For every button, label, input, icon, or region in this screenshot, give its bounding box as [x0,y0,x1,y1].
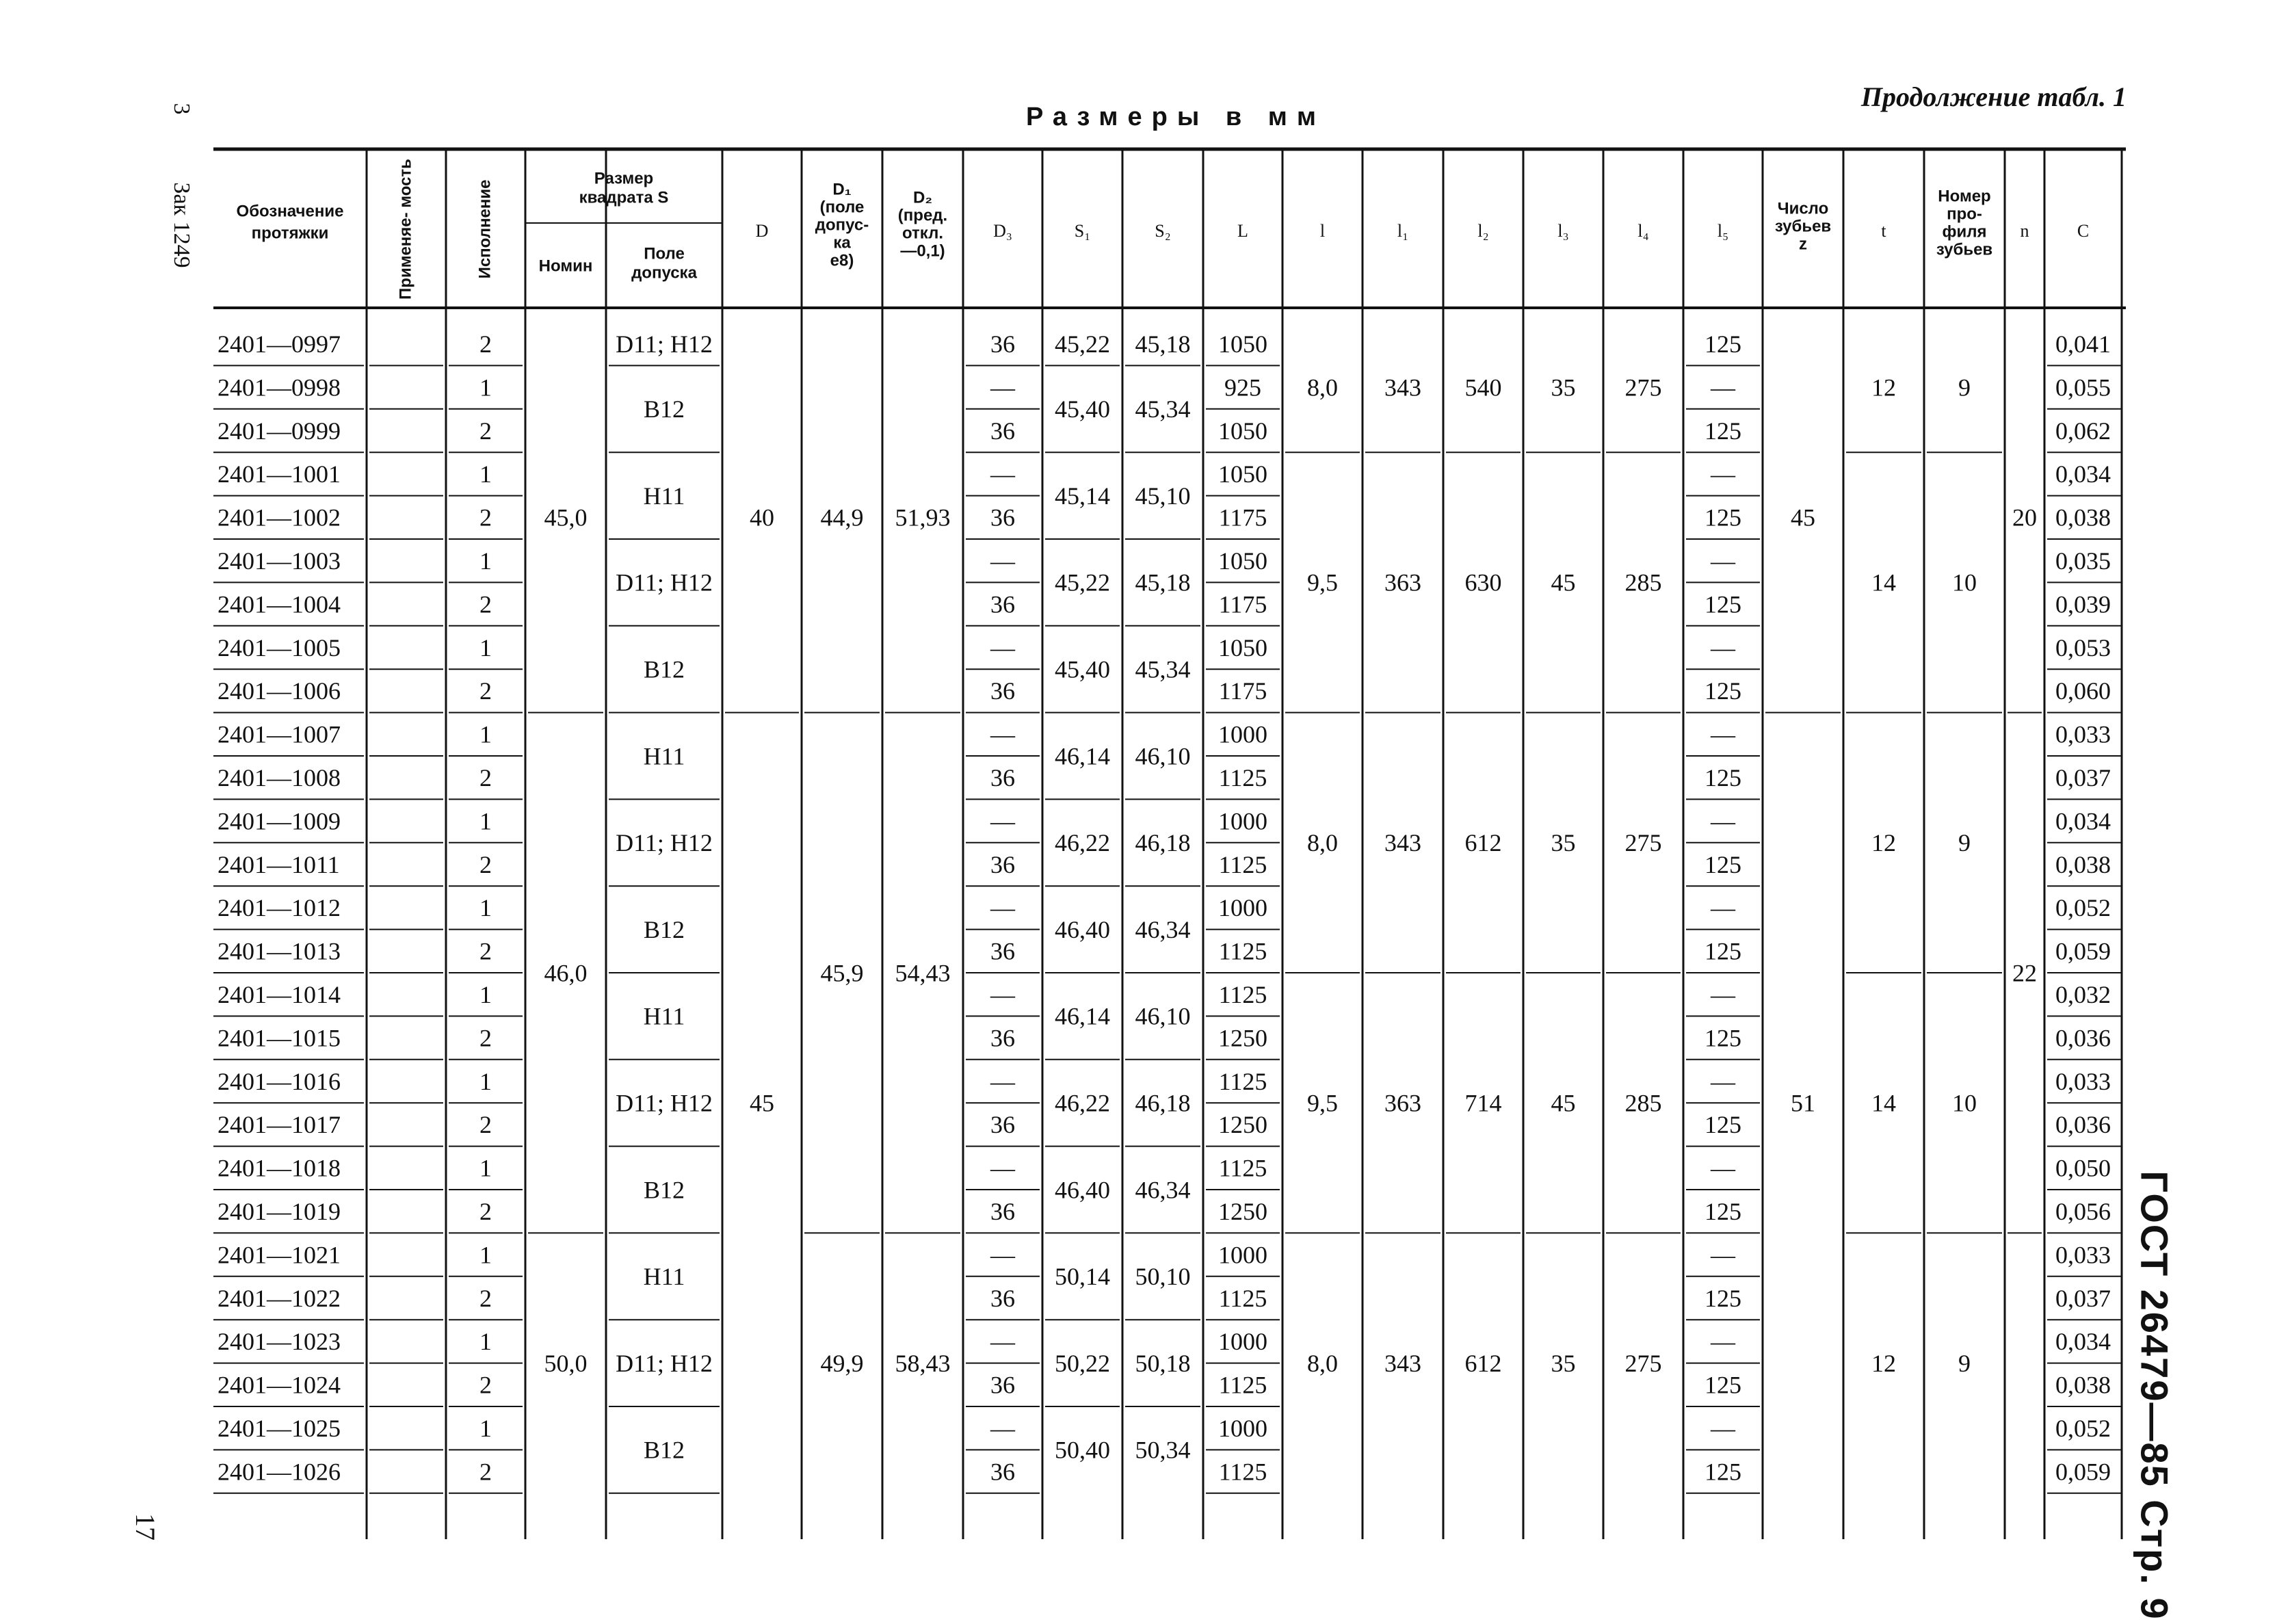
header-l5: l₅ [1717,220,1729,241]
merged-l2: 612 [1464,829,1502,857]
merged-s2: 45,10 [1135,482,1191,510]
row-tolerance-field: D11; H12 [616,829,713,857]
row-C: 0,060 [2055,677,2111,705]
merged-l3: 35 [1551,374,1576,402]
row-D3: — [990,894,1015,922]
merged-l4: 275 [1624,829,1662,857]
row-D3: 36 [990,763,1015,791]
row-l5: — [1711,1414,1735,1442]
header-teeth-count: Число [1777,199,1829,218]
row-D3: 36 [990,1197,1015,1225]
row-l5: 125 [1705,850,1741,878]
row-version: 1 [479,1414,492,1442]
merged-l1: 363 [1384,568,1421,597]
row-L: 1050 [1218,460,1267,488]
row-version: 2 [479,1371,492,1399]
merged-l4: 285 [1624,1089,1662,1117]
row-version: 2 [479,937,492,965]
row-l5: — [1711,807,1735,835]
merged-s1: 46,22 [1055,1089,1110,1117]
header-D1: (поле [819,198,865,217]
row-L: 1125 [1218,1458,1267,1486]
merged-s1: 46,40 [1055,915,1110,943]
row-designation: 2401—1015 [218,1024,341,1052]
row-l5: 125 [1705,1111,1741,1139]
row-L: 1250 [1218,1111,1267,1139]
merged-t: 14 [1871,568,1896,597]
merged-l2: 630 [1464,568,1502,597]
row-L: 1175 [1218,503,1267,532]
row-D3: — [990,1414,1015,1442]
row-L: 1050 [1218,547,1267,575]
row-l5: — [1711,720,1735,748]
row-l5: — [1711,633,1735,662]
merged-d: 40 [750,503,774,532]
header-S2: S₂ [1155,220,1171,241]
row-tolerance-field: B12 [643,915,685,943]
merged-s1: 45,40 [1055,655,1110,683]
row-version: 2 [479,503,492,532]
merged-s1: 45,14 [1055,482,1110,510]
row-designation: 2401—0999 [218,417,341,445]
row-C: 0,033 [2055,720,2111,748]
header-designation: протяжки [251,224,329,243]
row-D3: 36 [990,1111,1015,1139]
merged-t: 12 [1871,374,1896,402]
merged-l4: 285 [1624,568,1662,597]
row-designation: 2401—1003 [218,547,341,575]
row-version: 1 [479,1067,492,1095]
row-designation: 2401—1021 [218,1241,341,1269]
standard-label-text: ГОСТ 26479—85 Стр. 9 [2133,1170,2176,1621]
row-designation: 2401—1023 [218,1328,341,1356]
row-designation: 2401—1014 [218,980,341,1008]
row-C: 0,039 [2055,590,2111,618]
merged-l4: 275 [1624,374,1662,402]
merged-d2: 54,43 [895,959,951,987]
row-l5: 125 [1705,330,1741,358]
row-l5: 125 [1705,677,1741,705]
row-L: 1000 [1218,1328,1267,1356]
row-tolerance-field: D11; H12 [616,568,713,597]
row-D3: 36 [990,1371,1015,1399]
row-designation: 2401—1019 [218,1197,341,1225]
row-L: 1125 [1218,1371,1267,1399]
merged-d: 45 [750,1089,774,1117]
merged-l2: 612 [1464,1349,1502,1377]
row-C: 0,034 [2055,460,2111,488]
merged-l1: 343 [1384,1349,1421,1377]
header-version: Исполнение [475,179,495,279]
header-nominal: Номин [538,257,593,276]
row-l5: 125 [1705,763,1741,791]
row-version: 1 [479,894,492,922]
row-version: 2 [479,763,492,791]
row-designation: 2401—1007 [218,720,341,748]
row-L: 1125 [1218,763,1267,791]
row-designation: 2401—1011 [218,850,340,878]
header-D1: допус- [815,215,869,235]
row-designation: 2401—1024 [218,1371,341,1399]
header-l2: l₂ [1477,220,1489,241]
merged-t: 12 [1871,829,1896,857]
row-D3: — [990,1328,1015,1356]
header-square-size: Размер [594,169,654,188]
merged-l3: 35 [1551,829,1576,857]
header-D2: (пред. [897,206,948,225]
row-designation: 2401—1006 [218,677,341,705]
row-D3: — [990,374,1015,402]
header-tolerance-field: допуска [631,263,697,283]
row-C: 0,034 [2055,1328,2111,1356]
merged-profile: 9 [1958,1349,1971,1377]
row-D3: — [990,807,1015,835]
row-tolerance-field: D11; H12 [616,1349,713,1377]
merged-d1: 44,9 [820,503,864,532]
row-designation: 2401—1018 [218,1154,341,1182]
row-D3: 36 [990,937,1015,965]
row-C: 0,056 [2055,1197,2111,1225]
row-L: 1050 [1218,633,1267,662]
row-D3: — [990,980,1015,1008]
header-designation: Обозначение [236,202,344,221]
row-l5: 125 [1705,1284,1741,1312]
row-C: 0,036 [2055,1111,2111,1139]
row-L: 1125 [1218,1154,1267,1182]
merged-profile: 9 [1958,374,1971,402]
row-version: 2 [479,677,492,705]
row-C: 0,033 [2055,1067,2111,1095]
row-version: 2 [479,590,492,618]
row-C: 0,038 [2055,850,2111,878]
row-designation: 2401—1004 [218,590,341,618]
row-C: 0,032 [2055,980,2111,1008]
merged-l: 8,0 [1307,829,1338,857]
header-profile-number: зубьев [1936,240,1993,259]
row-D3: 36 [990,503,1015,532]
merged-s2: 45,34 [1135,655,1191,683]
row-designation: 2401—1022 [218,1284,341,1312]
row-designation: 2401—1025 [218,1414,341,1442]
row-l5: — [1711,1067,1735,1095]
row-L: 1000 [1218,894,1267,922]
row-tolerance-field: D11; H12 [616,1089,713,1117]
merged-s2: 50,10 [1135,1263,1191,1291]
header-l: l [1319,220,1326,241]
row-version: 2 [479,1024,492,1052]
row-C: 0,059 [2055,937,2111,965]
row-D3: — [990,1067,1015,1095]
merged-l1: 343 [1384,374,1421,402]
row-D3: — [990,720,1015,748]
row-L: 1250 [1218,1197,1267,1225]
row-L: 1175 [1218,677,1267,705]
row-D3: — [990,633,1015,662]
page-number: 17 [130,1513,161,1541]
row-version: 2 [479,850,492,878]
merged-l4: 275 [1624,1349,1662,1377]
row-C: 0,037 [2055,763,2111,791]
merged-t: 12 [1871,1349,1896,1377]
header-applicability: Применяе- мость [396,159,415,300]
row-C: 0,038 [2055,1371,2111,1399]
row-C: 0,062 [2055,417,2111,445]
header-D2: D₂ [913,188,932,207]
header-profile-number: про- [1947,205,1982,224]
merged-d2: 58,43 [895,1349,951,1377]
merged-d2: 51,93 [895,503,951,532]
row-D3: 36 [990,677,1015,705]
row-L: 1250 [1218,1024,1267,1052]
row-C: 0,055 [2055,374,2111,402]
header-L: L [1237,220,1248,241]
row-l5: — [1711,1241,1735,1269]
row-l5: 125 [1705,1197,1741,1225]
merged-s1: 46,40 [1055,1176,1110,1204]
row-tolerance-field: D11; H12 [616,330,713,358]
row-C: 0,053 [2055,633,2111,662]
row-l5: 125 [1705,417,1741,445]
merged-s_nominal: 50,0 [544,1349,588,1377]
header-n: n [2020,220,2029,241]
row-C: 0,050 [2055,1154,2111,1182]
merged-s2: 46,10 [1135,1002,1191,1030]
row-D3: 36 [990,850,1015,878]
merged-s2: 46,34 [1135,1176,1191,1204]
row-designation: 2401—1012 [218,894,341,922]
row-version: 1 [479,980,492,1008]
row-tolerance-field: B12 [643,1436,685,1464]
row-designation: 2401—1026 [218,1458,341,1486]
row-designation: 2401—1009 [218,807,341,835]
merged-s1: 50,40 [1055,1436,1110,1464]
row-D3: 36 [990,1284,1015,1312]
row-version: 1 [479,460,492,488]
row-designation: 2401—1017 [218,1111,341,1139]
row-l5: 125 [1705,1458,1741,1486]
row-designation: 2401—1008 [218,763,341,791]
row-tolerance-field: H11 [643,1002,685,1030]
row-D3: 36 [990,417,1015,445]
table-continuation-caption: Продолжение табл. 1 [1860,81,2127,112]
row-designation: 2401—0997 [218,330,341,358]
row-version: 1 [479,1241,492,1269]
merged-z: 51 [1791,1089,1815,1117]
merged-s1: 46,14 [1055,742,1110,770]
row-L: 1125 [1218,980,1267,1008]
merged-s2: 46,18 [1135,829,1191,857]
row-L: 1050 [1218,417,1267,445]
row-C: 0,052 [2055,1414,2111,1442]
row-l5: 125 [1705,503,1741,532]
row-L: 925 [1224,374,1261,402]
row-tolerance-field: H11 [643,1263,685,1291]
row-designation: 2401—1016 [218,1067,341,1095]
row-D3: — [990,460,1015,488]
header-profile-number: филя [1942,222,1987,241]
merged-s1: 45,22 [1055,330,1110,358]
row-version: 2 [479,417,492,445]
row-tolerance-field: B12 [643,395,685,423]
merged-l3: 35 [1551,1349,1576,1377]
header-S1: S₁ [1074,220,1091,241]
merged-s2: 46,18 [1135,1089,1191,1117]
row-L: 1000 [1218,720,1267,748]
merged-l: 8,0 [1307,1349,1338,1377]
merged-l3: 45 [1551,1089,1576,1117]
merged-t: 14 [1871,1089,1896,1117]
header-l3: l₃ [1557,220,1569,241]
row-l5: — [1711,894,1735,922]
row-D3: 36 [990,1024,1015,1052]
row-l5: — [1711,547,1735,575]
merged-s2: 45,18 [1135,568,1191,597]
header-C: C [2077,220,2090,241]
merged-s2: 46,34 [1135,915,1191,943]
merged-l: 8,0 [1307,374,1338,402]
row-L: 1125 [1218,850,1267,878]
merged-profile: 10 [1952,568,1977,597]
row-version: 1 [479,374,492,402]
row-version: 2 [479,1197,492,1225]
header-teeth-count: z [1799,235,1807,254]
merged-l: 9,5 [1307,1089,1338,1117]
merged-s2: 50,34 [1135,1436,1191,1464]
merged-s1: 45,22 [1055,568,1110,597]
row-tolerance-field: H11 [643,742,685,770]
row-version: 2 [479,330,492,358]
header-D3: D₃ [993,220,1012,241]
row-C: 0,035 [2055,547,2111,575]
row-D3: — [990,1154,1015,1182]
row-l5: — [1711,460,1735,488]
header-tolerance-field: Поле [644,244,685,263]
row-l5: — [1711,980,1735,1008]
row-version: 1 [479,547,492,575]
units-caption: Размеры в мм [1026,103,1326,131]
row-designation: 2401—1013 [218,937,341,965]
header-D2: —0,1) [900,241,945,261]
row-l5: 125 [1705,1371,1741,1399]
merged-profile: 9 [1958,829,1971,857]
row-version: 1 [479,633,492,662]
row-L: 1125 [1218,937,1267,965]
header-D1: D₁ [832,180,852,199]
row-C: 0,059 [2055,1458,2111,1486]
merged-z: 45 [1791,503,1815,532]
row-version: 1 [479,720,492,748]
row-tolerance-field: B12 [643,655,685,683]
merged-s2: 46,10 [1135,742,1191,770]
row-C: 0,052 [2055,894,2111,922]
row-C: 0,036 [2055,1024,2111,1052]
row-L: 1000 [1218,1241,1267,1269]
row-l5: — [1711,1154,1735,1182]
header-l1: l₁ [1397,220,1409,241]
merged-l: 9,5 [1307,568,1338,597]
merged-l3: 45 [1551,568,1576,597]
row-L: 1000 [1218,807,1267,835]
row-C: 0,038 [2055,503,2111,532]
merged-n: 22 [2012,959,2037,987]
merged-d1: 49,9 [820,1349,864,1377]
row-D3: — [990,547,1015,575]
row-L: 1000 [1218,1414,1267,1442]
row-l5: 125 [1705,1024,1741,1052]
row-designation: 2401—1001 [218,460,341,488]
merged-d1: 45,9 [820,959,864,987]
header-square-size: квадрата S [579,188,669,207]
merged-s1: 46,22 [1055,829,1110,857]
merged-s2: 50,18 [1135,1349,1191,1377]
row-D3: 36 [990,330,1015,358]
row-designation: 2401—0998 [218,374,341,402]
merged-profile: 10 [1952,1089,1977,1117]
row-C: 0,034 [2055,807,2111,835]
merged-s1: 50,22 [1055,1349,1110,1377]
row-version: 1 [479,807,492,835]
sheet-number: 3 [169,103,194,115]
header-D2: откл. [901,224,944,243]
merged-l1: 363 [1384,1089,1421,1117]
merged-s_nominal: 46,0 [544,959,588,987]
merged-s1: 50,14 [1055,1263,1110,1291]
header-l4: l₄ [1637,220,1649,241]
row-D3: — [990,1241,1015,1269]
order-number: Зак 1249 [169,182,194,268]
row-l5: — [1711,374,1735,402]
row-C: 0,041 [2055,330,2111,358]
row-tolerance-field: H11 [643,482,685,510]
row-L: 1125 [1218,1067,1267,1095]
header-D: D [755,220,769,241]
header-profile-number: Номер [1938,187,1991,206]
merged-s2: 45,34 [1135,395,1191,423]
merged-s1: 46,14 [1055,1002,1110,1030]
header-D1: e8) [830,251,854,270]
merged-l1: 343 [1384,829,1421,857]
row-L: 1050 [1218,330,1267,358]
row-L: 1175 [1218,590,1267,618]
row-tolerance-field: B12 [643,1176,685,1204]
row-l5: 125 [1705,937,1741,965]
row-l5: — [1711,1328,1735,1356]
row-designation: 2401—1005 [218,633,341,662]
merged-l2: 540 [1464,374,1502,402]
row-l5: 125 [1705,590,1741,618]
row-C: 0,033 [2055,1241,2111,1269]
row-designation: 2401—1002 [218,503,341,532]
row-L: 1125 [1218,1284,1267,1312]
merged-s_nominal: 45,0 [544,503,588,532]
merged-n: 20 [2012,503,2037,532]
header-teeth-count: зубьев [1774,217,1832,236]
header-D1: ка [833,233,851,252]
row-version: 1 [479,1154,492,1182]
row-C: 0,037 [2055,1284,2111,1312]
merged-l2: 714 [1464,1089,1502,1117]
row-D3: 36 [990,1458,1015,1486]
row-version: 2 [479,1458,492,1486]
merged-s2: 45,18 [1135,330,1191,358]
header-t: t [1881,220,1886,241]
row-D3: 36 [990,590,1015,618]
row-version: 2 [479,1111,492,1139]
merged-s1: 45,40 [1055,395,1110,423]
row-version: 1 [479,1328,492,1356]
row-version: 2 [479,1284,492,1312]
